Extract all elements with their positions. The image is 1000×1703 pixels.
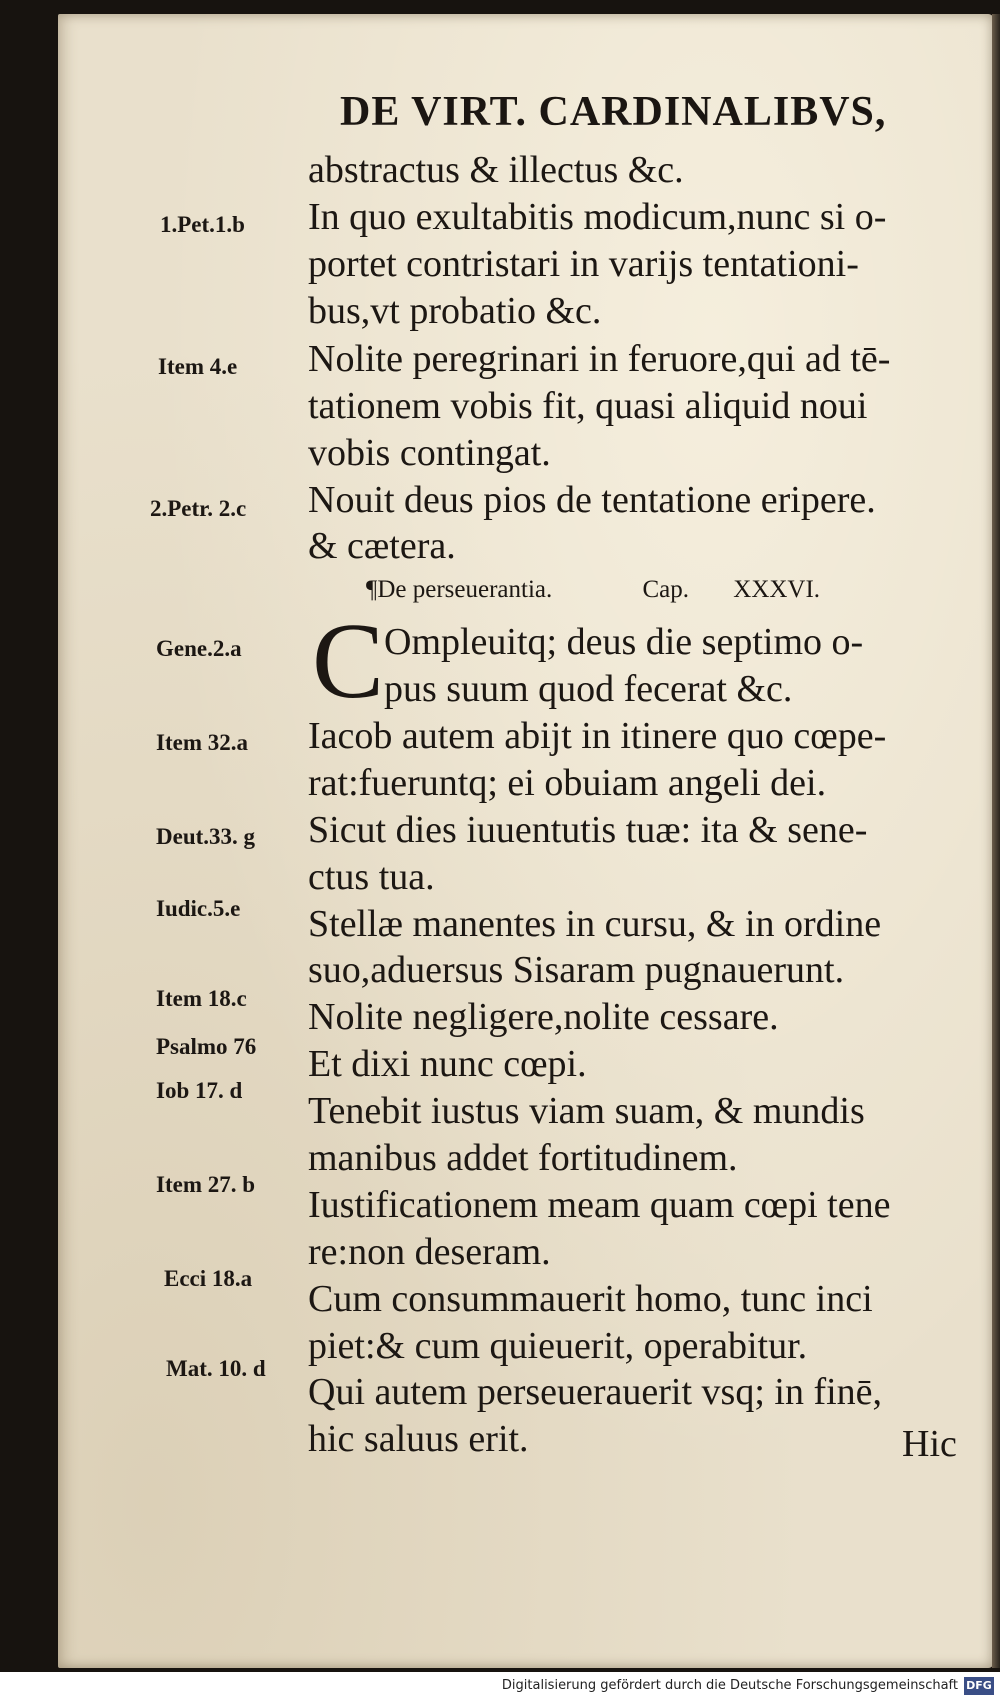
text-line: Sicut dies iuuentutis tuæ: ita & sene-: [308, 809, 868, 851]
text-line: rat:fueruntq; ei obuiam angeli dei.: [308, 762, 827, 804]
text-line: portet contristari in varijs tentationi-: [308, 243, 859, 285]
margin-reference: 2.Petr. 2.c: [150, 496, 247, 521]
initial-letter: C: [312, 602, 385, 721]
chapter-number: XXXVI.: [733, 576, 821, 603]
text-line: tationem vobis fit, quasi aliquid noui: [308, 385, 868, 427]
text-line: Iustificationem meam quam cœpi tene: [308, 1184, 891, 1226]
text-line: manibus addet fortitudinem.: [308, 1137, 738, 1179]
text-line: vobis contingat.: [308, 432, 551, 474]
margin-reference: Item 27. b: [156, 1172, 256, 1197]
text-line: re:non deseram.: [308, 1231, 551, 1273]
footer-credit: Digitalisierung gefördert durch die Deutsche Forschungsgemeinschaft: [501, 1678, 958, 1693]
chapter-label: Cap.: [642, 576, 690, 603]
text-line: Et dixi nunc cœpi.: [308, 1043, 587, 1085]
margin-reference: Psalmo 76: [156, 1034, 257, 1059]
text-line: Cum consummauerit homo, tunc inci: [308, 1278, 873, 1320]
text-line: Iacob autem abijt in itinere quo cœpe-: [308, 715, 887, 757]
text-line: Stellæ manentes in cursu, & in ordine: [308, 903, 882, 945]
text-line: Tenebit iustus viam suam, & mundis: [308, 1090, 865, 1132]
catchword: Hic: [902, 1423, 957, 1465]
text-line: In quo exultabitis modicum,nunc si o-: [308, 196, 887, 238]
text-line: & cætera.: [308, 525, 456, 567]
margin-reference: 1.Pet.1.b: [160, 212, 245, 237]
text-line: suo,aduersus Sisaram pugnauerunt.: [308, 949, 845, 991]
margin-reference: Deut.33. g: [156, 824, 256, 849]
text-line: pus suum quod fecerat &c.: [384, 668, 793, 710]
margin-reference: Item 4.e: [158, 354, 238, 379]
margin-reference: Iudic.5.e: [156, 896, 241, 921]
margin-reference: Ecci 18.a: [164, 1266, 253, 1291]
footer-bar: [0, 1672, 1000, 1703]
running-header: DE VIRT. CARDINALIBVS,: [340, 89, 887, 135]
text-line: Nolite peregrinari in feruore,qui ad tē-: [308, 338, 891, 380]
text-line: abstractus & illectus &c.: [308, 149, 684, 191]
dfg-logo: DFG: [964, 1677, 994, 1695]
text-line: Nouit deus pios de tentatione eripere.: [308, 479, 876, 521]
text-line: Nolite negligere,nolite cessare.: [308, 996, 779, 1038]
text-line: ctus tua.: [308, 856, 435, 898]
margin-reference: Iob 17. d: [156, 1078, 243, 1103]
chapter-title: ¶De perseuerantia.: [366, 576, 553, 603]
text-line: piet:& cum quieuerit, operabitur.: [308, 1325, 808, 1367]
text-line: hic saluus erit.: [308, 1418, 529, 1460]
margin-reference: Item 18.c: [156, 986, 247, 1011]
text-line: bus,vt probatio &c.: [308, 290, 602, 332]
margin-reference: Gene.2.a: [156, 636, 242, 661]
text-line: Qui autem perseuerauerit vsq; in finē,: [308, 1371, 883, 1413]
page-edge: [992, 14, 1000, 1668]
text-line: Ompleuitq; deus die septimo o-: [384, 621, 864, 663]
chapter-heading: [366, 576, 820, 604]
margin-reference: Item 32.a: [156, 730, 248, 755]
margin-reference: Mat. 10. d: [166, 1356, 266, 1381]
